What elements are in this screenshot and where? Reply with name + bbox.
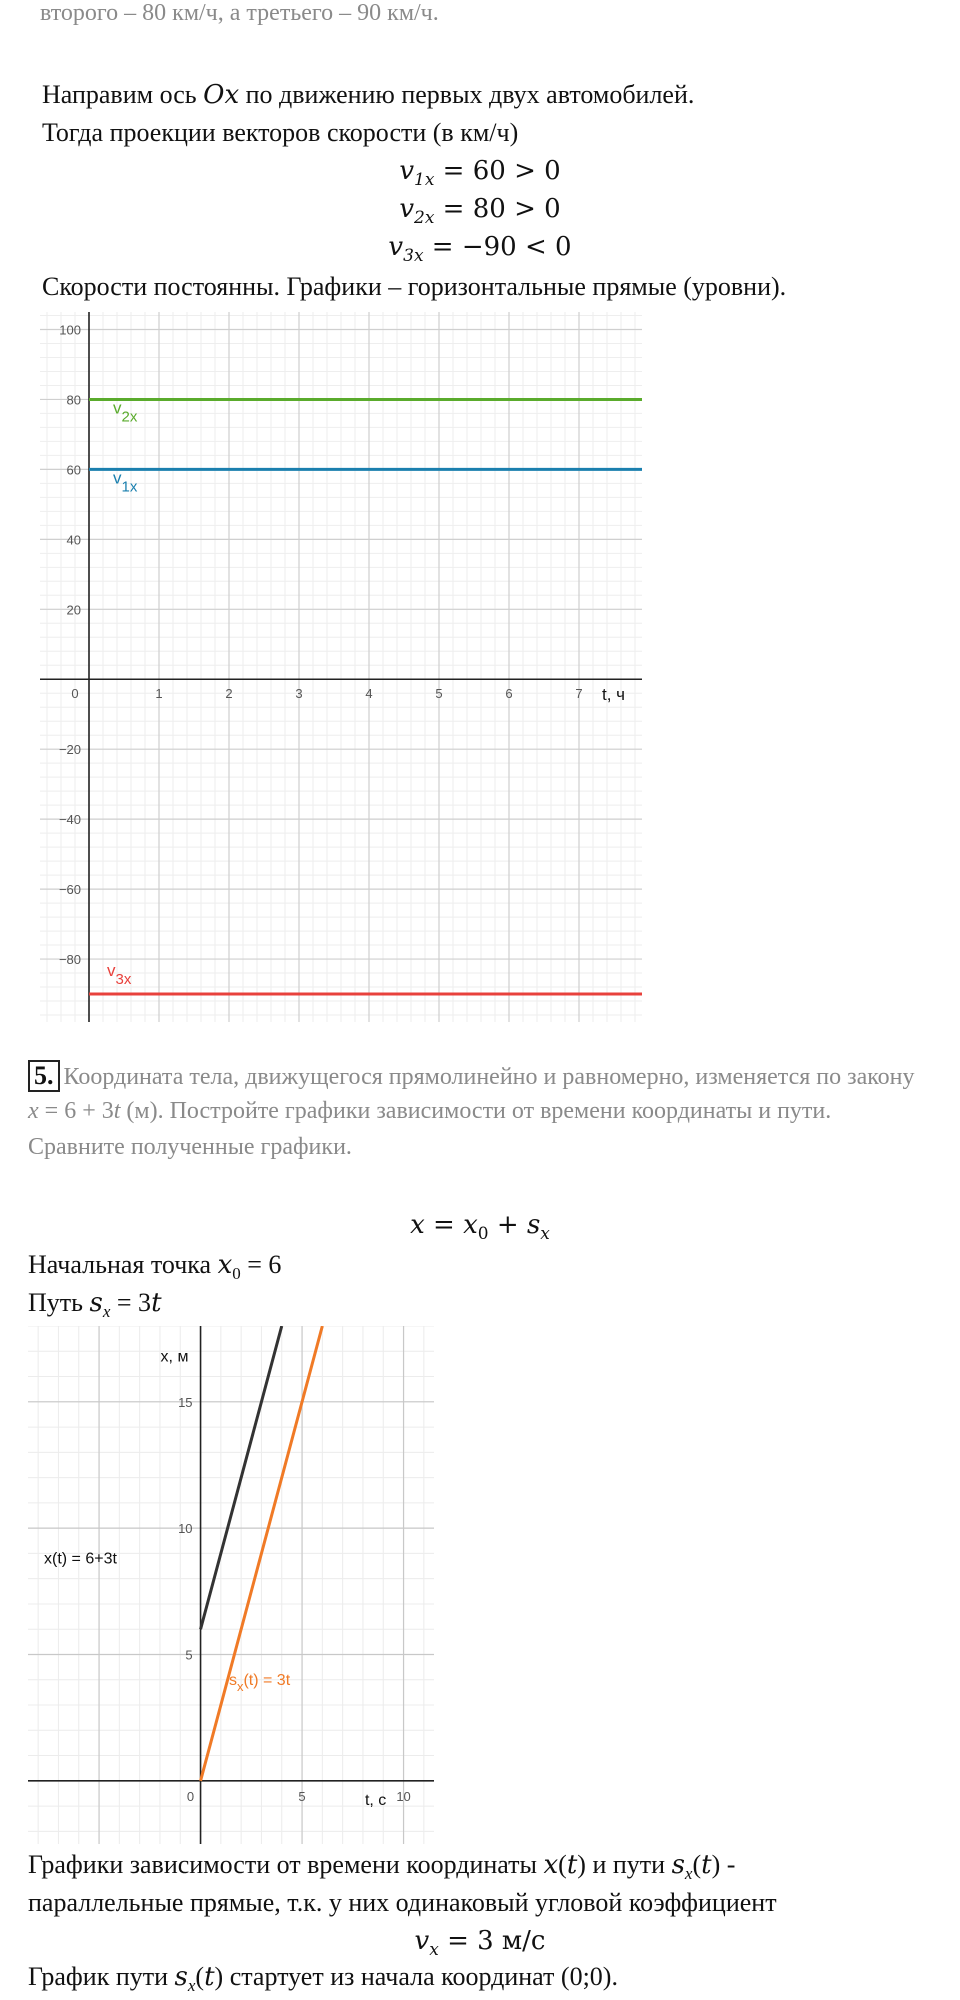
equation-v3x: $v_{3x} = -90 < 0$ — [388, 232, 572, 267]
series-label-v1x: v1x — [113, 468, 138, 496]
y-tick-label: 5 — [185, 1647, 193, 1663]
y-tick-label: −40 — [58, 812, 81, 828]
axis-direction-text: Направим ось Ox по движению первых двух автомобилей. — [42, 80, 695, 110]
task-5-line1: 5. Координата тела, движущегося прямолинейно и равномерно, изменяется по закону — [28, 1060, 915, 1092]
x-axis-label: t, ч — [602, 685, 626, 705]
task-5-line3: Сравните полученные графики. — [28, 1134, 352, 1160]
x-tick-label: 0 — [186, 1788, 195, 1804]
x-tick-label: 2 — [225, 686, 233, 702]
x-tick-label: 4 — [365, 686, 373, 702]
equation-v1x: $v_{1x} = 60 > 0$ — [399, 156, 561, 191]
conclusion-line2: параллельные прямые, т.к. у них одинаковый угловой коэффициент — [28, 1888, 777, 1917]
y-tick-label: −80 — [58, 952, 81, 968]
series-label-x: x(t) = 6+3t — [44, 1550, 117, 1568]
y-tick-label: 100 — [59, 322, 81, 338]
conclusion-velocity: $v_x = 3$ м/с — [414, 1926, 546, 1961]
x-tick-label: 5 — [435, 686, 443, 702]
y-tick-label: 40 — [66, 532, 81, 548]
path-equation-text: Путь $s_x = 3t$ — [28, 1288, 162, 1322]
series-label-v2x: v2x — [113, 398, 138, 426]
task-5-line2: x = 6 + 3t (м). Постройте графики зависимости от времени координаты и пути. — [28, 1098, 832, 1124]
x-tick-label: 1 — [155, 686, 163, 702]
equation-v2x: $v_{2x} = 80 > 0$ — [399, 194, 561, 229]
constant-velocity-text: Скорости постоянны. Графики – горизонтальные прямые (уровни). — [42, 272, 787, 301]
x-tick-label: 10 — [396, 1788, 411, 1804]
task-number: 5. — [28, 1060, 60, 1092]
x-tick-label: 5 — [298, 1788, 306, 1804]
y-tick-label: 80 — [66, 392, 81, 408]
velocity-chart — [40, 312, 642, 1022]
conclusion-line1: Графики зависимости от времени координаты x(t) и пути $s_x(t)$ - — [28, 1850, 736, 1884]
y-tick-label: −20 — [58, 742, 81, 758]
start-point-text: Начальная точка $x_0 = 6$ — [28, 1250, 282, 1284]
coordinate-path-chart — [28, 1326, 434, 1844]
equation-x-main: $x = x_0 + s_x$ — [410, 1210, 550, 1245]
y-tick-label: 60 — [66, 462, 81, 478]
previous-task-tail: второго – 80 км/ч, а третьего – 90 км/ч. — [40, 0, 439, 26]
y-tick-label: 15 — [178, 1394, 193, 1410]
series-label-sx: $s_x(t) = 3t$ — [228, 1671, 291, 1694]
projection-intro-text: Тогда проекции векторов скорости (в км/ч) — [42, 118, 519, 147]
series-label-v3x: v3x — [107, 961, 132, 989]
x-axis-label: t, с — [364, 1791, 387, 1809]
y-tick-label: 10 — [178, 1521, 193, 1537]
x-tick-label: 0 — [71, 686, 79, 702]
x-tick-label: 7 — [575, 686, 583, 702]
y-axis-label: x, м — [160, 1348, 189, 1366]
conclusion-line4: График пути $s_x(t)$ стартует из начала координат (0;0). — [28, 1962, 618, 1996]
x-tick-label: 6 — [505, 686, 513, 702]
y-tick-label: −60 — [58, 882, 81, 898]
x-tick-label: 3 — [295, 686, 303, 702]
y-tick-label: 20 — [66, 602, 81, 618]
